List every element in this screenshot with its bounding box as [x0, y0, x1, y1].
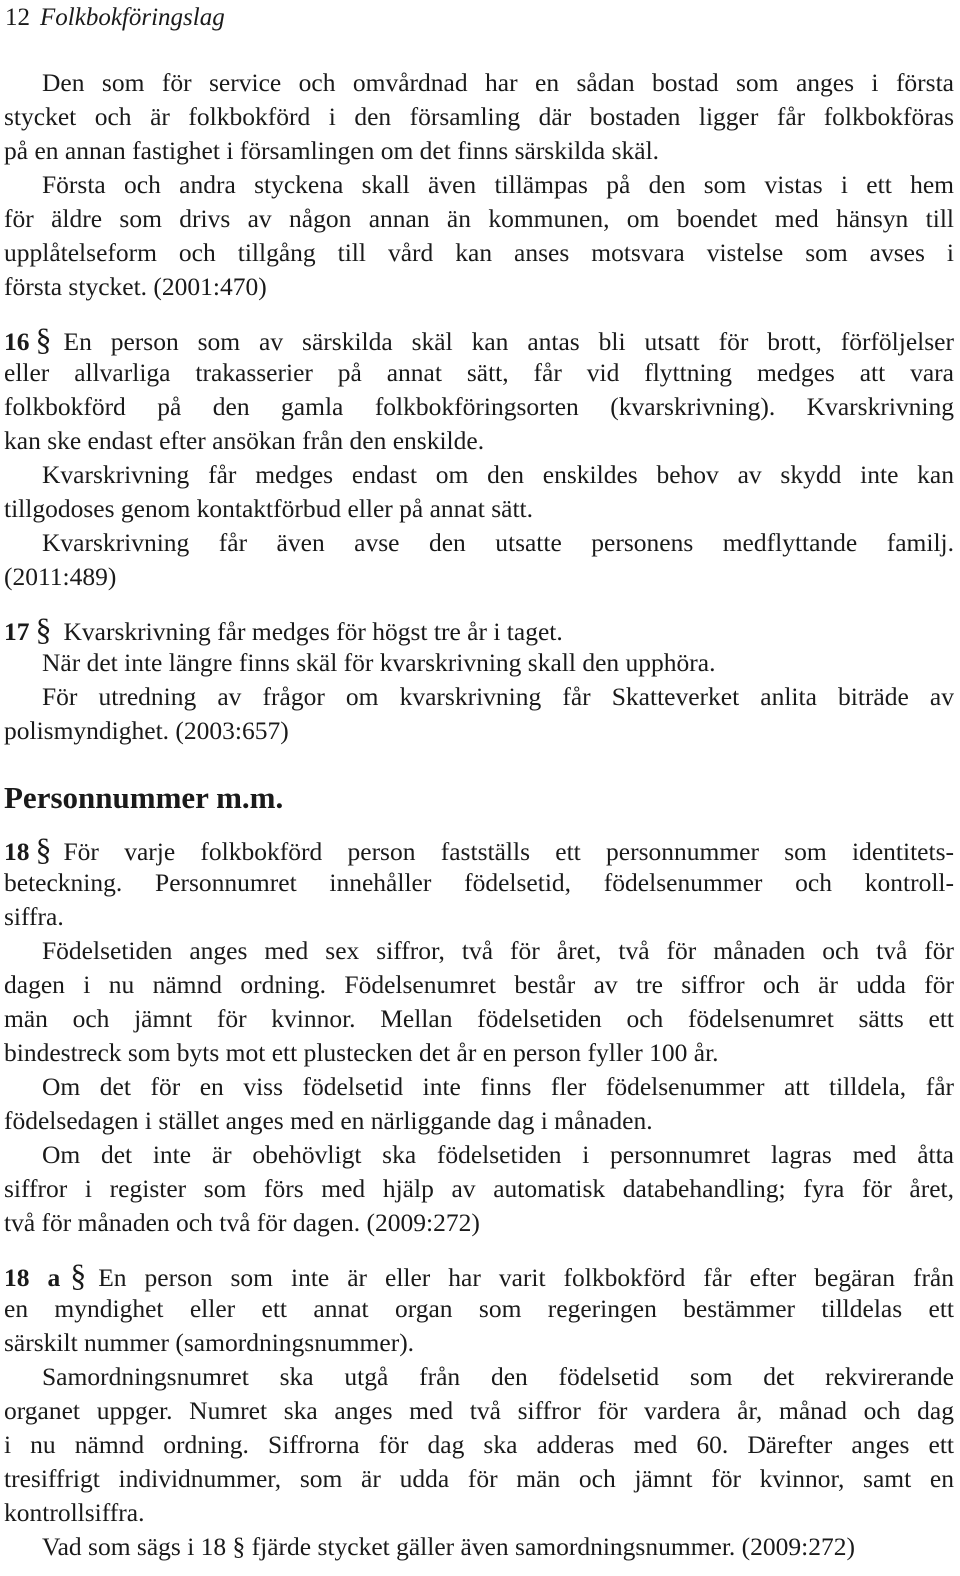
text-line: kan ske endast efter ansökan från den enskilde.	[4, 426, 485, 455]
text-line: på en annan fastighet i församlingen om det finns särskilda skäl.	[4, 136, 660, 165]
section-text: En person som av särskilda skäl kan antas bli utsatt för brott, förföljelser	[63, 327, 954, 356]
text-line: Den som för service och omvårdnad har en sådan bostad som anges i första	[42, 68, 954, 97]
section-symbol: §	[35, 831, 52, 867]
text-line: Födelsetiden anges med sex siffror, två för året, två för månaden och två för	[42, 936, 954, 965]
text-line: eller allvarliga trakasserier på annat sätt, får vid flyttning medges att vara	[4, 358, 954, 387]
text-line: män och jämnt för kvinnor. Mellan födelsetiden och födelsenumret sätts ett	[4, 1004, 954, 1033]
text-line: en myndighet eller ett annat organ som regeringen bestämmer tilldelas ett	[4, 1294, 954, 1323]
text-line: särskilt nummer (samordningsnummer).	[4, 1328, 415, 1357]
section-text: Kvarskrivning får medges för högst tre år i taget.	[63, 617, 563, 646]
section-number: 17	[4, 617, 30, 646]
section-18-first-line	[4, 832, 954, 869]
text-line: tillgodoses genom kontaktförbud eller på annat sätt.	[4, 494, 534, 523]
section-text: En person som inte är eller har varit folkbokförd får efter begäran från	[98, 1263, 955, 1292]
section-symbol: §	[35, 611, 52, 647]
text-line: Vad som sägs i 18 § fjärde stycket gäller även samordningsnummer. (2009:272)	[42, 1532, 855, 1561]
text-line: stycket och är folkbokförd i den församling där bostaden ligger får folkbokföras	[4, 102, 954, 131]
text-line: Om det för en viss födelsetid inte finns fler födelsenummer att tilldela, får	[42, 1072, 954, 1101]
text-line: siffra.	[4, 902, 64, 931]
text-line: siffror i register som förs med hjälp av automatisk databehandling; fyra för året,	[4, 1174, 954, 1203]
text-line: kontrollsiffra.	[4, 1498, 145, 1527]
section-symbol: §	[35, 321, 52, 357]
text-line: För utredning av frågor om kvarskrivning får Skatteverket anlita biträde av	[42, 682, 954, 711]
text-line: (2011:489)	[4, 562, 117, 591]
section-number: 18 a	[4, 1263, 61, 1292]
text-line: upplåtelseform och tillgång till vård kan anses motsvara vistelse som avses i	[4, 238, 954, 267]
text-line: födelsedagen i stället anges med en närliggande dag i månaden.	[4, 1106, 653, 1135]
text-line: i nu nämnd ordning. Siffrorna för dag ska adderas med 60. Därefter anges ett	[4, 1430, 954, 1459]
text-line: Första och andra styckena skall även tillämpas på den som vistas i ett hem	[42, 170, 954, 199]
text-line: polismyndighet. (2003:657)	[4, 716, 289, 745]
section-heading: Personnummer m.m.	[4, 780, 284, 815]
text-line: två för månaden och två för dagen. (2009:272)	[4, 1208, 480, 1237]
text-line: för äldre som drivs av någon annan än kommunen, om boendet med hänsyn till	[4, 204, 954, 233]
section-17-first-line	[4, 612, 954, 649]
page-header	[5, 3, 225, 33]
text-line: dagen i nu nämnd ordning. Födelsenumret består av tre siffror och är udda för	[4, 970, 954, 999]
text-line: bindestreck som byts mot ett plustecken det år en person fyller 100 år.	[4, 1038, 719, 1067]
text-line: Samordningsnumret ska utgå från den födelsetid som det rekvirerande	[42, 1362, 954, 1391]
text-line: organet uppger. Numret ska anges med två siffror för vardera år, månad och dag	[4, 1396, 954, 1425]
section-symbol: §	[70, 1257, 87, 1293]
text-line: första stycket. (2001:470)	[4, 272, 267, 301]
text-line: beteckning. Personnumret innehåller födelsetid, födelsenummer och kontroll-	[4, 868, 954, 897]
section-text: För varje folkbokförd person fastställs ett personnummer som identitets-	[63, 837, 954, 866]
section-16-first-line	[4, 322, 954, 359]
text-line: Kvarskrivning får medges endast om den enskildes behov av skydd inte kan	[42, 460, 954, 489]
text-line: När det inte längre finns skäl för kvarskrivning skall den upphöra.	[42, 648, 716, 677]
text-line: Om det inte är obehövligt ska födelsetiden i personnumret lagras med åtta	[42, 1140, 954, 1169]
section-18a-first-line	[4, 1258, 954, 1295]
section-number: 16	[4, 327, 30, 356]
text-line: Kvarskrivning får även avse den utsatte personens medflyttande familj.	[42, 528, 954, 557]
page-number: 12	[5, 4, 30, 31]
text-line: folkbokförd på den gamla folkbokföringsorten (kvarskrivning). Kvarskrivning	[4, 392, 954, 421]
text-line: tresiffrigt individnummer, som är udda för män och jämnt för kvinnor, samt en	[4, 1464, 954, 1493]
running-title: Folkbokföringslag	[40, 4, 225, 31]
section-number: 18	[4, 837, 30, 866]
